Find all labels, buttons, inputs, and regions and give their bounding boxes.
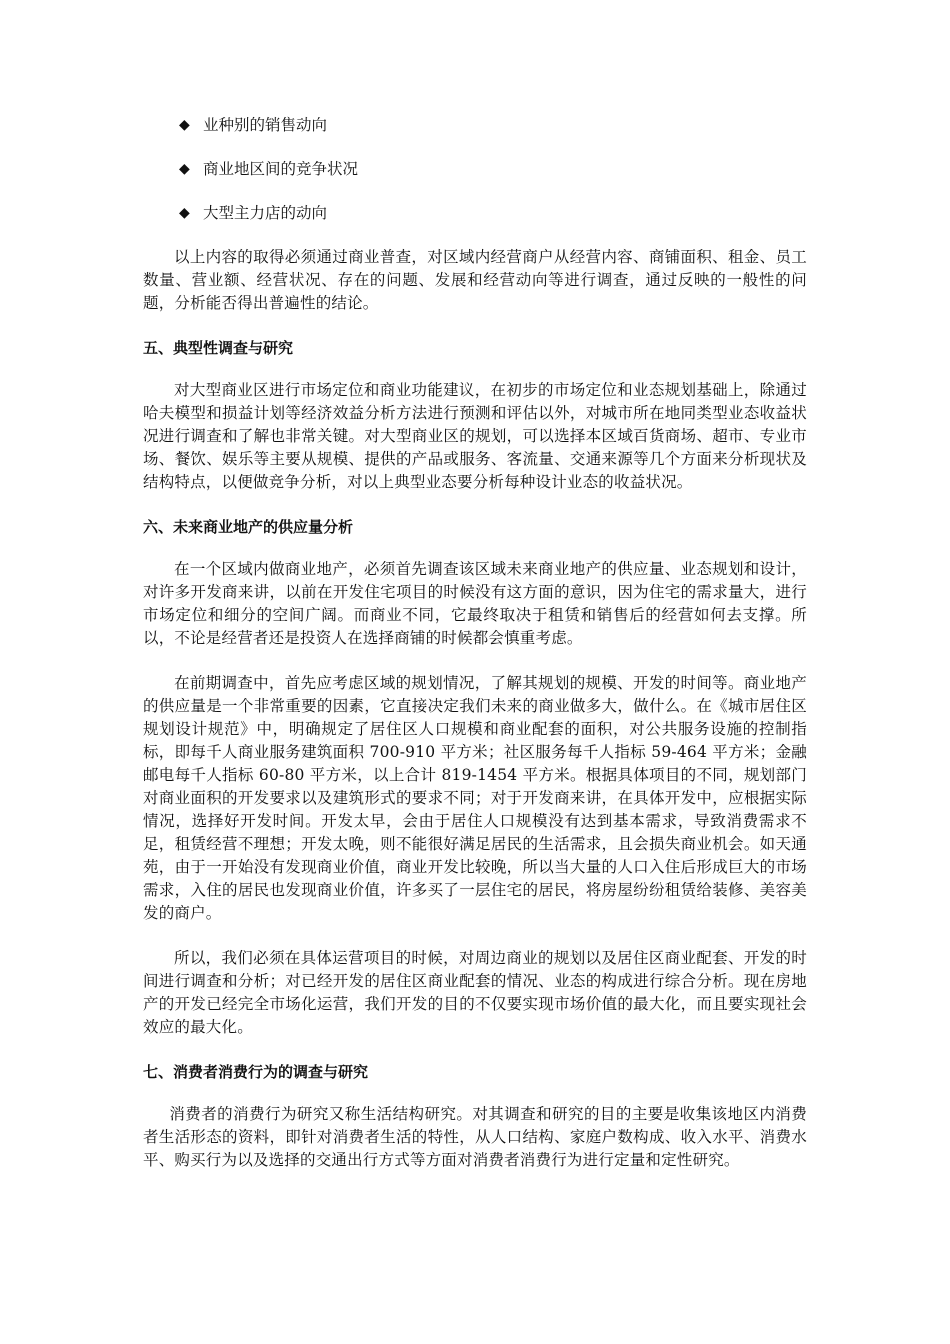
diamond-bullet-icon: ◆ xyxy=(179,117,190,133)
diamond-bullet-icon: ◆ xyxy=(179,161,190,177)
paragraph: 所以，我们必须在具体运营项目的时候，对周边商业的规划以及居住区商业配套、开发的时间进行调查和分析；对已经开发的居住区商业配套的情况、业态的构成进行综合分析。现在房地产的开发已经完全市场化运营，我们开发的目的不仅要实现市场价值的最大化，而且要实现社会效应的最大化。 xyxy=(143,949,807,1036)
paragraph: 对大型商业区进行市场定位和商业功能建议，在初步的市场定位和业态规划基础上，除通过哈夫模型和损益计划等经济效益分析方法进行预测和评估以外，对城市所在地同类型业态收益状况进行调查和了解也非常关键。对大型商业区的规划，可以选择本区域百货商场、超市、专业市场、餐饮、娱乐等主要从规模、提供的产品或服务、客流量、交通来源等几个方面来分析现状及结构特点，以便做竞争分析，对以上典型业态要分析每种设计业态的收益状况。 xyxy=(143,381,807,491)
bullet-item xyxy=(143,114,807,136)
diamond-bullet-icon: ◆ xyxy=(179,205,190,221)
section-heading-7: 七、消费者消费行为的调查与研究 xyxy=(143,1063,369,1081)
section-heading-6: 六、未来商业地产的供应量分析 xyxy=(143,518,354,536)
bullet-item xyxy=(143,202,807,224)
paragraph: 消费者的消费行为研究又称生活结构研究。对其调查和研究的目的主要是收集该地区内消费者生活形态的资料，即针对消费者生活的特性，从人口结构、家庭户数构成、收入水平、消费水平、购买行为以及选择的交通出行方式等方面对消费者消费行为进行定量和定性研究。 xyxy=(143,1105,807,1169)
section-heading-5: 五、典型性调查与研究 xyxy=(143,339,294,357)
bullet-text: 业种别的销售动向 xyxy=(203,116,328,134)
bullet-text: 商业地区间的竞争状况 xyxy=(203,160,359,178)
bullet-text: 大型主力店的动向 xyxy=(203,204,328,222)
paragraph: 在前期调查中，首先应考虑区域的规划情况，了解其规划的规模、开发的时间等。商业地产的供应量是一个非常重要的因素，它直接决定我们未来的商业做多大，做什么。在《城市居住区规划设计规范》中，明确规定了居住区人口规模和商业配套的面积，对公共服务设施的控制指标，即每千人商业服务建筑面积 700-910 平方米；社区服务每千人指标 59-464 平方米；金融邮电每千人指标 60-80 平方米，以上合计 819-1454 平方米。根据具体项目的不同，规划部门对商业面积的开发要求以及建筑形式的要求不同；对于开发商来讲，在具体开发中，应根据实际情况，选择好开发时间。开发太早，会由于居住人口规模没有达到基本需求，导致消费需求不足，租赁经营不理想；开发太晚，则不能很好满足居民的生活需求，且会损失商业机会。如天通苑，由于一开始没有发现商业价值，商业开发比较晚，所以当大量的人口入住后形成巨大的市场需求，入住的居民也发现商业价值，许多买了一层住宅的居民，将房屋纷纷租赁给装修、美容美发的商户。 xyxy=(143,674,807,922)
paragraph: 以上内容的取得必须通过商业普查，对区域内经营商户从经营内容、商铺面积、租金、员工数量、营业额、经营状况、存在的问题、发展和经营动向等进行调查，通过反映的一般性的问题，分析能否得出普遍性的结论。 xyxy=(143,248,807,312)
paragraph: 在一个区域内做商业地产，必须首先调查该区域未来商业地产的供应量、业态规划和设计，对许多开发商来讲，以前在开发住宅项目的时候没有这方面的意识，因为住宅的需求量大，进行市场定位和细分的空间广阔。而商业不同，它最终取决于租赁和销售后的经营如何去支撑。所以，不论是经营者还是投资人在选择商铺的时候都会慎重考虑。 xyxy=(143,560,807,647)
document-page xyxy=(143,114,807,1194)
bullet-item xyxy=(143,158,807,180)
